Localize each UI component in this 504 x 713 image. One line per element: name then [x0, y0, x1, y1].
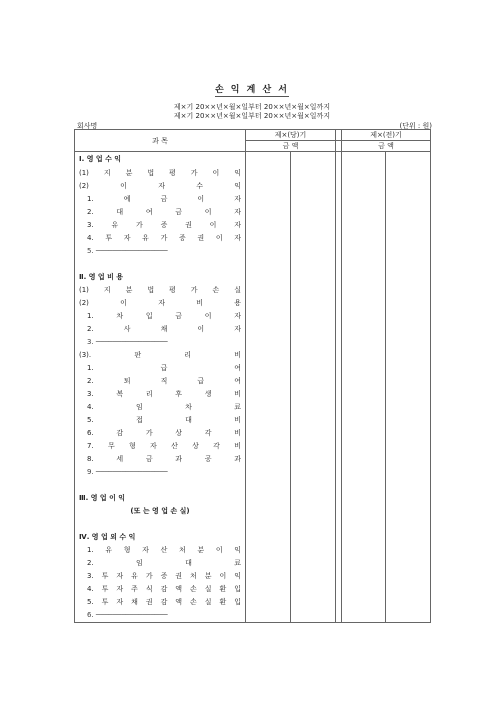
amount-cell [386, 297, 431, 310]
amount-cell [246, 271, 291, 284]
statement-row [75, 310, 431, 323]
statement-title-text: 손 익 계 산 서 [215, 82, 289, 97]
statement-row [75, 479, 431, 492]
statement-row-label: (또 는 영 업 손 실) [130, 507, 190, 515]
amount-cell [386, 544, 431, 557]
statement-row-item [75, 167, 246, 180]
amount-cell [386, 401, 431, 414]
amount-cell [246, 453, 291, 466]
statement-row-label: (1) 지 분 법 평 가 손 실 [79, 286, 241, 294]
header-current-period: 제×(당)기 [246, 130, 336, 141]
statement-row-item [75, 479, 246, 492]
statement-row [75, 271, 431, 284]
statement-row [75, 414, 431, 427]
statement-row-label: (2) 이 자 비 용 [79, 299, 241, 307]
statement-row-label: 1. 급 여 [87, 364, 241, 372]
statement-row-item [75, 349, 246, 362]
amount-cell [342, 570, 386, 583]
statement-row [75, 440, 431, 453]
income-statement-table [74, 129, 431, 623]
amount-cell [386, 609, 431, 623]
statement-row-item [75, 570, 246, 583]
statement-row [75, 297, 431, 310]
statement-row-item [75, 180, 246, 193]
amount-cell [246, 466, 291, 479]
statement-row [75, 544, 431, 557]
amount-cell [291, 167, 336, 180]
amount-cell [291, 505, 336, 518]
statement-row-label: (2) 이 자 수 익 [79, 182, 241, 190]
amount-cell [386, 349, 431, 362]
amount-cell [246, 427, 291, 440]
statement-row-item [75, 518, 246, 531]
amount-cell [291, 427, 336, 440]
statement-row-item [75, 284, 246, 297]
amount-cell [291, 596, 336, 609]
statement-row [75, 596, 431, 609]
amount-cell [342, 152, 386, 167]
amount-cell [246, 609, 291, 623]
unit-label: (단위 : 원) [399, 122, 432, 130]
amount-cell [291, 323, 336, 336]
amount-cell [291, 518, 336, 531]
statement-row-item [75, 466, 246, 479]
amount-cell [342, 232, 386, 245]
statement-row-item [75, 609, 246, 623]
amount-cell [291, 570, 336, 583]
period-line-prior: 제×기 20××년×월×일부터 20××년×월×일까지 [173, 112, 331, 120]
amount-cell [386, 271, 431, 284]
amount-cell [342, 518, 386, 531]
statement-row-label: 4. 투 자 유 가 증 권 이 자 [87, 234, 241, 242]
statement-row-item [75, 323, 246, 336]
amount-cell [342, 427, 386, 440]
statement-row-item [75, 505, 246, 518]
amount-cell [246, 401, 291, 414]
statement-row-label: 2. 사 채 이 자 [87, 325, 241, 333]
statement-title [0, 82, 504, 97]
amount-cell [386, 427, 431, 440]
amount-cell [291, 453, 336, 466]
statement-row [75, 375, 431, 388]
amount-cell [342, 245, 386, 258]
amount-cell [342, 414, 386, 427]
amount-cell [386, 583, 431, 596]
amount-cell [342, 336, 386, 349]
amount-cell [342, 167, 386, 180]
statement-row-item [75, 297, 246, 310]
amount-cell [342, 596, 386, 609]
amount-cell [342, 193, 386, 206]
amount-cell [386, 206, 431, 219]
amount-cell [342, 388, 386, 401]
statement-row-item [75, 245, 246, 258]
amount-cell [386, 232, 431, 245]
statement-row-item [75, 401, 246, 414]
statement-row [75, 583, 431, 596]
amount-cell [342, 453, 386, 466]
amount-cell [291, 310, 336, 323]
amount-cell [342, 557, 386, 570]
amount-cell [342, 479, 386, 492]
amount-cell [246, 206, 291, 219]
amount-cell [342, 271, 386, 284]
amount-cell [386, 440, 431, 453]
amount-cell [291, 297, 336, 310]
statement-row [75, 193, 431, 206]
amount-cell [291, 206, 336, 219]
statement-row [75, 180, 431, 193]
statement-row [75, 167, 431, 180]
statement-row-item [75, 310, 246, 323]
amount-cell [386, 492, 431, 505]
statement-row [75, 531, 431, 544]
statement-row-label: (3). 판 리 비 [79, 351, 241, 359]
amount-cell [342, 609, 386, 623]
amount-cell [246, 349, 291, 362]
amount-cell [291, 557, 336, 570]
amount-cell [246, 284, 291, 297]
statement-row-label: 6. ───────────────── [87, 611, 168, 619]
header-prior-amount: 금 액 [342, 141, 431, 152]
amount-cell [386, 219, 431, 232]
statement-row [75, 219, 431, 232]
amount-cell [291, 362, 336, 375]
amount-cell [246, 492, 291, 505]
statement-row-item [75, 453, 246, 466]
statement-row-item [75, 544, 246, 557]
statement-row [75, 336, 431, 349]
amount-cell [291, 583, 336, 596]
statement-row-item [75, 232, 246, 245]
amount-cell [291, 401, 336, 414]
amount-cell [291, 232, 336, 245]
header-item: 과 목 [75, 130, 246, 152]
period-line-current: 제×기 20××년×월×일부터 20××년×월×일까지 [173, 103, 331, 111]
statement-row [75, 323, 431, 336]
amount-cell [246, 557, 291, 570]
statement-row-item [75, 193, 246, 206]
amount-cell [246, 596, 291, 609]
statement-row [75, 453, 431, 466]
amount-cell [342, 349, 386, 362]
statement-row [75, 388, 431, 401]
amount-cell [291, 479, 336, 492]
statement-row-label: 4. 임 차 료 [87, 403, 241, 411]
amount-cell [386, 258, 431, 271]
amount-cell [386, 284, 431, 297]
statement-row-item [75, 362, 246, 375]
statement-row [75, 362, 431, 375]
statement-row-label: 3. ───────────────── [87, 338, 168, 346]
amount-cell [291, 531, 336, 544]
statement-row-label: 2. 대 여 금 이 자 [87, 208, 241, 216]
amount-cell [246, 570, 291, 583]
amount-cell [386, 245, 431, 258]
amount-cell [291, 180, 336, 193]
amount-cell [291, 492, 336, 505]
amount-cell [246, 219, 291, 232]
amount-cell [246, 518, 291, 531]
statement-row-label: 3. 유 가 증 권 이 자 [87, 221, 241, 229]
amount-cell [386, 167, 431, 180]
amount-cell [342, 531, 386, 544]
statement-row-item [75, 206, 246, 219]
statement-row-item [75, 596, 246, 609]
header-prior-period: 제×(전)기 [342, 130, 431, 141]
amount-cell [291, 388, 336, 401]
amount-cell [246, 544, 291, 557]
statement-row-label: 1. 예 금 이 자 [87, 195, 241, 203]
amount-cell [342, 466, 386, 479]
amount-cell [386, 479, 431, 492]
amount-cell [246, 531, 291, 544]
statement-row-label: 9. ───────────────── [87, 468, 168, 476]
amount-cell [386, 531, 431, 544]
amount-cell [246, 388, 291, 401]
company-label: 회사명 [77, 122, 98, 130]
header-current-amount: 금 액 [246, 141, 336, 152]
amount-cell [386, 557, 431, 570]
amount-cell [246, 440, 291, 453]
statement-row [75, 466, 431, 479]
amount-cell [342, 310, 386, 323]
amount-cell [246, 323, 291, 336]
amount-cell [291, 544, 336, 557]
amount-cell [342, 440, 386, 453]
amount-cell [342, 206, 386, 219]
amount-cell [342, 544, 386, 557]
amount-cell [246, 180, 291, 193]
amount-cell [291, 258, 336, 271]
statement-row [75, 206, 431, 219]
statement-row-label: Ⅳ. 영 업 외 수 익 [79, 533, 136, 541]
amount-cell [342, 297, 386, 310]
amount-cell [342, 180, 386, 193]
statement-row-label: Ⅰ. 영 업 수 익 [79, 155, 122, 164]
statement-row-item [75, 152, 246, 167]
statement-row-label: 8. 세 금 과 공 과 [87, 455, 241, 463]
amount-cell [386, 310, 431, 323]
statement-row-label: 6. 감 가 상 각 비 [87, 429, 241, 437]
amount-cell [342, 362, 386, 375]
amount-cell [246, 336, 291, 349]
statement-row-item [75, 414, 246, 427]
amount-cell [246, 479, 291, 492]
statement-row [75, 492, 431, 505]
amount-cell [342, 258, 386, 271]
statement-row [75, 427, 431, 440]
amount-cell [291, 349, 336, 362]
statement-row [75, 570, 431, 583]
amount-cell [386, 362, 431, 375]
amount-cell [291, 440, 336, 453]
amount-cell [386, 388, 431, 401]
amount-cell [386, 193, 431, 206]
amount-cell [342, 219, 386, 232]
amount-cell [342, 492, 386, 505]
amount-cell [291, 193, 336, 206]
amount-cell [246, 505, 291, 518]
amount-cell [246, 583, 291, 596]
amount-cell [386, 336, 431, 349]
statement-row-label: 4. 투 자 주 식 감 액 손 실 환 입 [87, 585, 241, 593]
amount-cell [246, 152, 291, 167]
amount-cell [291, 284, 336, 297]
amount-cell [246, 232, 291, 245]
statement-row-item [75, 219, 246, 232]
statement-row-item [75, 557, 246, 570]
statement-row-item [75, 427, 246, 440]
amount-cell [291, 271, 336, 284]
statement-row [75, 518, 431, 531]
statement-row-item [75, 531, 246, 544]
amount-cell [386, 323, 431, 336]
statement-row-label: 3. 투 자 유 가 증 권 처 분 이 익 [87, 572, 241, 580]
statement-row-item [75, 440, 246, 453]
amount-cell [342, 375, 386, 388]
amount-cell [342, 505, 386, 518]
amount-cell [386, 570, 431, 583]
statement-row-label: 5. ───────────────── [87, 247, 168, 255]
statement-row-label: (1) 지 분 법 평 가 이 익 [79, 169, 241, 177]
statement-row-item [75, 492, 246, 505]
statement-row-item [75, 388, 246, 401]
amount-cell [291, 219, 336, 232]
amount-cell [246, 414, 291, 427]
amount-cell [386, 152, 431, 167]
statement-row-label: Ⅲ. 영 업 이 익 [79, 494, 126, 502]
header-row [75, 130, 431, 141]
amount-cell [291, 152, 336, 167]
amount-cell [246, 297, 291, 310]
amount-cell [342, 284, 386, 297]
amount-cell [386, 180, 431, 193]
amount-cell [386, 375, 431, 388]
amount-cell [246, 167, 291, 180]
amount-cell [291, 414, 336, 427]
statement-row [75, 258, 431, 271]
amount-cell [386, 505, 431, 518]
amount-cell [246, 258, 291, 271]
amount-cell [386, 518, 431, 531]
statement-row-label: 1. 유 형 자 산 처 분 이 익 [87, 546, 241, 554]
statement-row [75, 557, 431, 570]
amount-cell [246, 362, 291, 375]
statement-row-label: 5. 접 대 비 [87, 416, 241, 424]
statement-row-label: Ⅱ. 영 업 비 용 [79, 273, 124, 281]
amount-cell [342, 401, 386, 414]
statement-row [75, 152, 431, 167]
amount-cell [246, 375, 291, 388]
amount-cell [386, 466, 431, 479]
statement-row-item [75, 336, 246, 349]
amount-cell [291, 466, 336, 479]
amount-cell [291, 336, 336, 349]
statement-row-label: 3. 복 리 후 생 비 [87, 390, 241, 398]
amount-cell [291, 245, 336, 258]
statement-row-item [75, 271, 246, 284]
statement-row-label: 2. 임 대 료 [87, 559, 241, 567]
statement-row-label: 2. 퇴 직 급 여 [87, 377, 241, 385]
amount-cell [386, 596, 431, 609]
amount-cell [246, 193, 291, 206]
statement-row-label: 7. 무 형 자 산 상 각 비 [87, 442, 241, 450]
amount-cell [386, 414, 431, 427]
statement-row [75, 245, 431, 258]
statement-row-label: 5. 투 자 채 권 감 액 손 실 환 입 [87, 598, 241, 606]
amount-cell [291, 375, 336, 388]
statement-row [75, 609, 431, 623]
statement-row-item [75, 258, 246, 271]
amount-cell [386, 453, 431, 466]
statement-row [75, 401, 431, 414]
statement-row-item [75, 375, 246, 388]
amount-cell [342, 323, 386, 336]
amount-cell [246, 310, 291, 323]
statement-row [75, 505, 431, 518]
amount-cell [246, 245, 291, 258]
statement-row-item [75, 583, 246, 596]
statement-row [75, 284, 431, 297]
amount-cell [342, 583, 386, 596]
statement-row [75, 349, 431, 362]
statement-row [75, 232, 431, 245]
statement-row-label: 1. 차 입 금 이 자 [87, 312, 241, 320]
amount-cell [291, 609, 336, 623]
